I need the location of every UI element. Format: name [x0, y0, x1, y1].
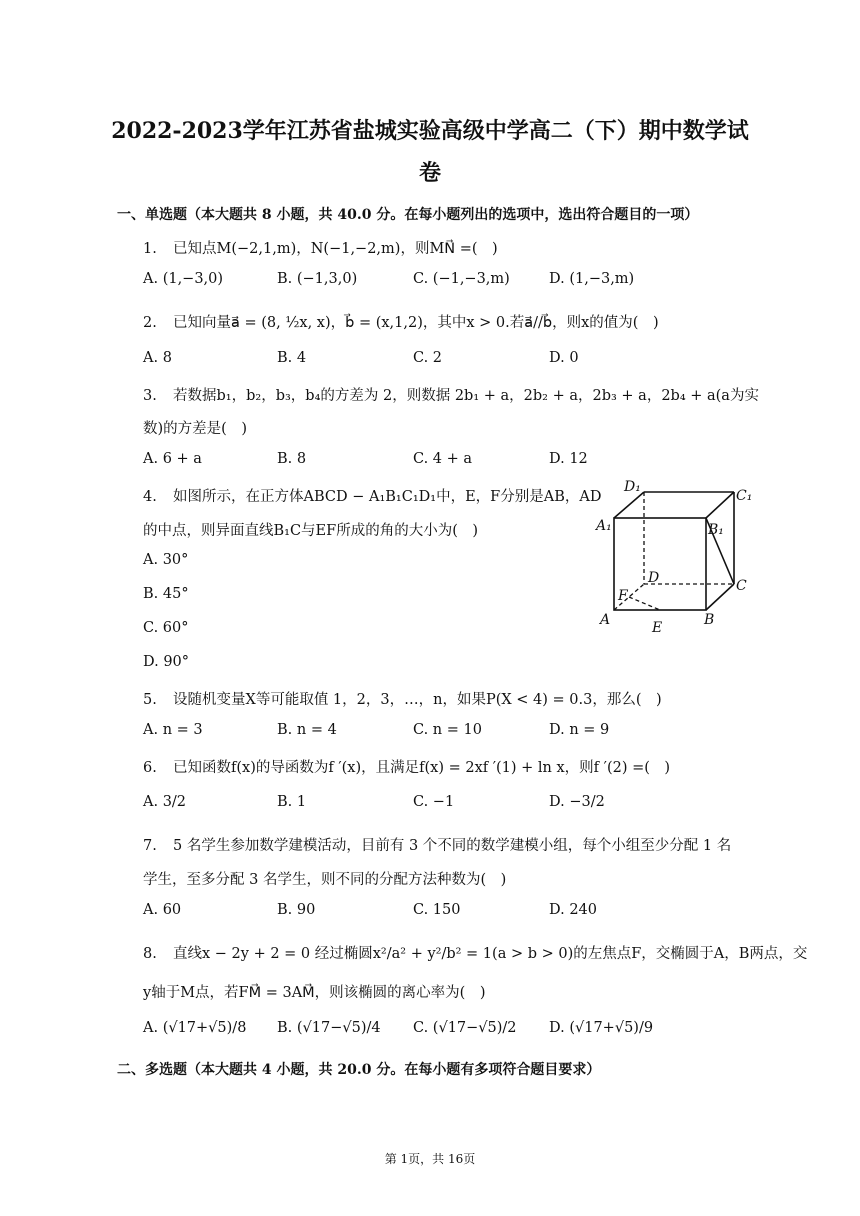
question-8: [143, 942, 807, 963]
question-5: [143, 688, 662, 709]
label-d1: D₁: [624, 479, 641, 495]
q8-option-a: A. (√17+√5)/8: [143, 1020, 247, 1036]
cube-front-face: [614, 518, 706, 610]
q8-option-c: C. (√17−√5)/2: [413, 1020, 517, 1036]
q1-option-d: D. (1,−3,m): [549, 271, 635, 287]
q4-option-c: C. 60°: [143, 620, 189, 636]
cube-figure: [590, 478, 760, 640]
q8-option-b: B. (√17−√5)/4: [277, 1020, 381, 1036]
question-text: 5 名学生参加数学建模活动，目前有 3 个不同的数学建模小组，每个小组至少分配 1 名: [173, 838, 732, 854]
segment-ef: [629, 597, 660, 610]
q4-option-a: A. 30°: [143, 552, 189, 568]
question-number: 5.: [143, 692, 157, 708]
question-text: 已知函数f(x)的导函数为f ′(x)，且满足f(x) = 2xf ′(1) + ln x，则f ′(2) =( ): [173, 760, 671, 776]
page-footer: 第 1页，共 16页: [384, 1152, 476, 1166]
question-3-continued: 数)的方差是( ): [143, 421, 247, 437]
q6-option-d: D. −3/2: [549, 794, 605, 810]
label-e: E: [652, 620, 663, 636]
question-text: 设随机变量X等可能取值 1，2，3，…，n，如果P(X < 4) = 0.3，那么( ): [173, 692, 662, 708]
question-4: [143, 485, 601, 506]
question-text: 已知向量a⃗ = (8, ½x, x)，b⃗ = (x,1,2)，其中x > 0.若a⃗//b⃗，则x的值为( ): [173, 315, 659, 331]
question-3: [143, 384, 759, 405]
q3-option-d: D. 12: [549, 451, 588, 467]
q2-option-c: C. 2: [413, 350, 443, 366]
question-4-continued: 的中点，则异面直线B₁C与EF所成的角的大小为( ): [143, 523, 479, 539]
label-a: A: [600, 612, 611, 628]
q4-option-d: D. 90°: [143, 654, 190, 670]
page-title: 2022-2023学年江苏省盐城实验高级中学高二（下）期中数学试: [111, 118, 749, 144]
label-a1: A₁: [596, 518, 612, 534]
question-number: 1.: [143, 241, 157, 257]
question-8-continued: y轴于M点，若FM⃗ = 3AM⃗，则该椭圆的离心率为( ): [143, 985, 486, 1001]
q5-option-a: A. n = 3: [143, 722, 203, 738]
q1-option-a: A. (1,−3,0): [143, 271, 224, 287]
q3-option-b: B. 8: [277, 451, 307, 467]
q6-option-c: C. −1: [413, 794, 455, 810]
q2-option-d: D. 0: [549, 350, 579, 366]
q2-option-b: B. 4: [277, 350, 307, 366]
label-d: D: [648, 570, 660, 586]
question-text: 若数据b₁，b₂，b₃，b₄的方差为 2，则数据 2b₁ + a，2b₂ + a，2b₃ + a，2b₄ + a(a为实: [173, 388, 759, 404]
section-heading-multiple-choice: 二、多选题（本大题共 4 小题，共 20.0 分。在每小题有多项符合题目要求）: [117, 1062, 601, 1078]
q1-option-c: C. (−1,−3,m): [413, 271, 510, 287]
q6-option-a: A. 3/2: [143, 794, 187, 810]
q2-option-a: A. 8: [143, 350, 172, 366]
question-6: [143, 756, 670, 777]
question-number: 8.: [143, 946, 157, 962]
question-text: 直线x − 2y + 2 = 0 经过椭圆x²/a² + y²/b² = 1(a > b > 0)的左焦点F，交椭圆于A，B两点，交: [173, 946, 808, 962]
question-number: 6.: [143, 760, 157, 776]
q5-option-d: D. n = 9: [549, 722, 610, 738]
question-1: [143, 237, 498, 258]
question-number: 7.: [143, 838, 157, 854]
question-2: [143, 311, 659, 332]
q7-option-c: C. 150: [413, 902, 461, 918]
label-b: B: [704, 612, 715, 628]
question-7: [143, 834, 731, 855]
q7-option-d: D. 240: [549, 902, 598, 918]
section-heading-single-choice: 一、单选题（本大题共 8 小题，共 40.0 分。在每小题列出的选项中，选出符合题目的一项）: [117, 207, 699, 223]
label-c: C: [736, 578, 747, 594]
q3-option-a: A. 6 + a: [143, 451, 202, 467]
label-b1: B₁: [708, 522, 724, 538]
page-title-continued: 卷: [418, 160, 441, 186]
question-number: 2.: [143, 315, 157, 331]
question-number: 4.: [143, 489, 157, 505]
q1-option-b: B. (−1,3,0): [277, 271, 358, 287]
q6-option-b: B. 1: [277, 794, 307, 810]
question-7-continued: 学生，至多分配 3 名学生，则不同的分配方法种数为( ): [143, 872, 507, 888]
q5-option-c: C. n = 10: [413, 722, 482, 738]
question-number: 3.: [143, 388, 157, 404]
label-f: F: [618, 588, 628, 604]
q4-option-b: B. 45°: [143, 586, 189, 602]
question-text: 已知点M(−2,1,m)，N(−1,−2,m)，则MN⃗ =( ): [173, 241, 498, 257]
q3-option-c: C. 4 + a: [413, 451, 473, 467]
label-c1: C₁: [736, 488, 753, 504]
q7-option-b: B. 90: [277, 902, 316, 918]
q5-option-b: B. n = 4: [277, 722, 337, 738]
q7-option-a: A. 60: [143, 902, 182, 918]
q8-option-d: D. (√17+√5)/9: [549, 1020, 654, 1036]
question-text: 如图所示，在正方体ABCD − A₁B₁C₁D₁中，E，F分别是AB，AD: [173, 489, 602, 505]
